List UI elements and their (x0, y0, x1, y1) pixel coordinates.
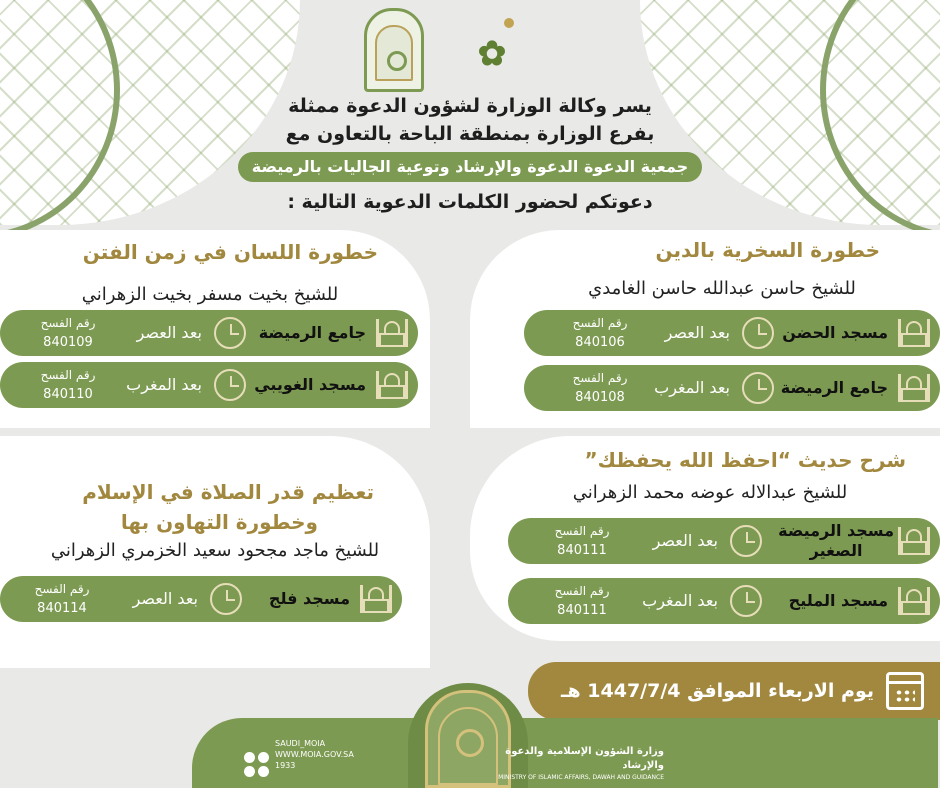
lecture-title-line-1: تعظيم قدر الصلاة في الإسلام (82, 480, 374, 504)
lecture-title: خطورة السخرية بالدين (655, 238, 880, 262)
event-date: يوم الاربعاء الموافق 1447/7/4 هـ (561, 680, 874, 702)
session-row (508, 578, 940, 624)
social-icons (244, 752, 272, 780)
mosque-name-line-2: الصغير (809, 541, 863, 560)
clock-icon (730, 585, 762, 617)
instagram-icon[interactable] (258, 752, 269, 763)
permit-value: 840111 (557, 603, 607, 618)
invitation-text: دعوتكم لحضور الكلمات الدعوية التالية : (287, 191, 653, 213)
permit-value: 840111 (557, 543, 607, 558)
mosque-icon (898, 317, 930, 349)
mosque-icon (898, 525, 930, 557)
lecture-speaker: للشيخ بخيت مسفر بخيت الزهراني (81, 284, 339, 305)
lecture-card-4 (0, 436, 430, 668)
association-name: جمعية الدعوة الدعوة والإرشاد وتوعية الجاليات بالرميضة (238, 152, 702, 182)
prayer-time: بعد المغرب (126, 375, 202, 394)
prayer-time: بعد العصر (132, 589, 198, 608)
permit-value: 840106 (575, 335, 625, 350)
session-row (0, 310, 418, 356)
clock-icon (210, 583, 242, 615)
mosque-name: مسجد الحضن (782, 323, 888, 342)
lecture-speaker: للشيخ حاسن عبدالله حاسن الغامدي (588, 278, 856, 299)
permit-value: 840114 (37, 601, 87, 616)
permit-label: رقم الفسح (40, 316, 96, 330)
session-row (524, 310, 940, 356)
ministry-name-en: MINISTRY OF ISLAMIC AFFAIRS, DAWAH AND GUIDANCE (498, 774, 664, 781)
session-row (524, 365, 940, 411)
permit-number (28, 313, 108, 353)
session-row (508, 518, 940, 564)
rumaydah-logo: ✿ (452, 18, 532, 94)
lecture-title-line-2: وخطورة التهاون بها (120, 510, 318, 534)
clock-icon (214, 369, 246, 401)
session-row (0, 576, 402, 622)
lecture-speaker: للشيخ عبدالاله عوضه محمد الزهراني (572, 482, 848, 503)
lecture-speaker: للشيخ ماجد مجحود سعيد الخزمري الزهراني (50, 540, 380, 561)
lecture-card-2 (0, 230, 430, 428)
mosque-name: جامع الرميضة (780, 378, 888, 397)
permit-value: 840109 (43, 335, 93, 350)
permit-label: رقم الفسح (572, 371, 628, 385)
permit-number (28, 365, 108, 405)
mosque-icon (898, 372, 930, 404)
mosque-name (778, 521, 894, 561)
header-line-2: بفرع الوزارة بمنطقة الباحة بالتعاون مع (285, 123, 655, 145)
youtube-icon[interactable] (258, 766, 269, 777)
lecture-card-1 (470, 230, 940, 428)
permit-number (542, 521, 622, 561)
logos (360, 8, 560, 98)
mosque-name: مسجد فلج (268, 589, 350, 608)
mosque-icon (376, 317, 408, 349)
mosque-icon (376, 369, 408, 401)
social-handle: SAUDI_MOIA (275, 739, 326, 748)
prayer-time: بعد العصر (136, 323, 202, 342)
session-row (0, 362, 418, 408)
prayer-time: بعد العصر (652, 531, 718, 550)
calendar-icon (886, 672, 924, 710)
clock-icon (730, 525, 762, 557)
ministry-name-ar: وزارة الشؤون الإسلامية والدعوة والإرشاد (505, 746, 664, 771)
date-bar (528, 662, 940, 720)
lecture-title: خطورة اللسان في زمن الفتن (82, 240, 378, 264)
permit-label: رقم الفسح (572, 316, 628, 330)
phone-number: 1933 (275, 761, 296, 770)
website-link[interactable]: WWW.MOIA.GOV.SA (275, 750, 354, 759)
permit-label: رقم الفسح (34, 582, 90, 596)
permit-label: رقم الفسح (40, 368, 96, 382)
permit-value: 840108 (575, 390, 625, 405)
permit-value: 840110 (43, 387, 93, 402)
mosque-name: مسجد المليح (788, 591, 888, 610)
mosque-name: مسجد الغويبي (254, 375, 366, 394)
header-line-1: يسر وكالة الوزارة لشؤون الدعوة ممثلة (288, 95, 652, 117)
x-icon[interactable] (244, 766, 255, 777)
mosque-icon (898, 585, 930, 617)
facebook-icon[interactable] (244, 752, 255, 763)
lecture-card-3 (470, 436, 940, 641)
permit-number (22, 579, 102, 619)
permit-number (560, 368, 640, 408)
mosque-name: جامع الرميضة (258, 323, 366, 342)
header (0, 92, 940, 216)
clock-icon (214, 317, 246, 349)
permit-number (542, 581, 622, 621)
permit-label: رقم الفسح (554, 524, 610, 538)
mosque-name-line-1: مسجد الرميضة (778, 521, 894, 540)
clock-icon (742, 317, 774, 349)
ministry-name (464, 745, 664, 783)
prayer-time: بعد المغرب (642, 591, 718, 610)
clock-icon (742, 372, 774, 404)
prayer-time: بعد المغرب (654, 378, 730, 397)
prayer-time: بعد العصر (664, 323, 730, 342)
permit-label: رقم الفسح (554, 584, 610, 598)
ministry-logo (364, 8, 424, 92)
permit-number (560, 313, 640, 353)
lecture-title: شرح حديث “احفظ الله يحفظك” (584, 448, 906, 472)
mosque-icon (360, 583, 392, 615)
